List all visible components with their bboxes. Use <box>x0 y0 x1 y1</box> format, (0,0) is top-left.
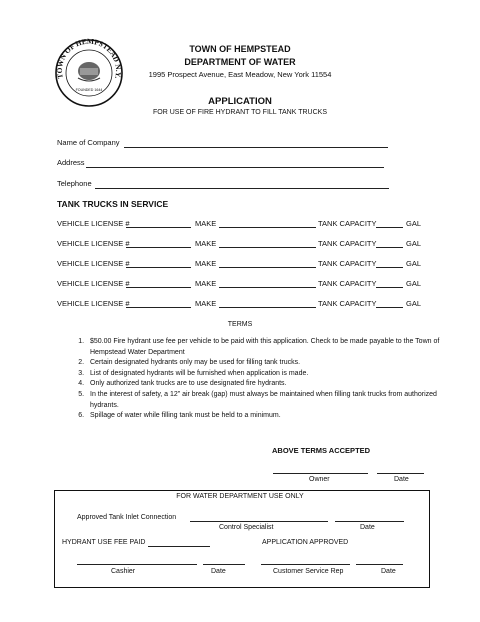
form-subtitle: FOR USE OF FIRE HYDRANT TO FILL TANK TRUCKS <box>153 109 327 116</box>
vehicle-license-label: VEHICLE LICENSE # <box>57 219 130 228</box>
terms-title: TERMS <box>227 321 253 328</box>
company-name-label: Name of Company <box>57 138 120 147</box>
tank-section-title: TANK TRUCKS IN SERVICE <box>57 199 169 209</box>
cashier-label: Cashier <box>111 568 136 575</box>
gallons-unit-label: GAL <box>406 219 422 228</box>
tank-capacity-field[interactable] <box>376 227 403 228</box>
gallons-unit-label: GAL <box>406 299 422 308</box>
terms-item: 6. Spillage of water while filling tank must be held to a minimum. <box>86 411 446 422</box>
terms-item: 3. List of designated hydrants will be furnished when application is made. <box>86 369 446 380</box>
csr-signature-field[interactable] <box>261 564 350 565</box>
company-name-field[interactable] <box>124 147 388 148</box>
make-label: MAKE <box>195 259 217 268</box>
form-title: APPLICATION <box>208 96 272 107</box>
make-label: MAKE <box>195 219 217 228</box>
csr-date-field[interactable] <box>356 564 403 565</box>
tank-capacity-field[interactable] <box>376 287 403 288</box>
tank-capacity-label: TANK CAPACITY <box>318 299 377 308</box>
terms-item: 4. Only authorized tank trucks are to use designated fire hydrants. <box>86 379 446 390</box>
svg-text:TOWN OF HEMPSTEAD N.Y.: TOWN OF HEMPSTEAD N.Y. <box>54 38 124 80</box>
cashier-date-field[interactable] <box>203 564 245 565</box>
svg-text:FOUNDED 1644: FOUNDED 1644 <box>75 88 103 92</box>
address-field[interactable] <box>86 167 384 168</box>
vehicle-license-field[interactable] <box>126 227 191 228</box>
office-use-title: FOR WATER DEPARTMENT USE ONLY <box>176 493 304 500</box>
tank-capacity-label: TANK CAPACITY <box>318 279 377 288</box>
hydrant-fee-paid-label: HYDRANT USE FEE PAID <box>62 539 146 546</box>
gallons-unit-label: GAL <box>406 259 422 268</box>
csr-date-label: Date <box>381 568 396 575</box>
cashier-signature-field[interactable] <box>77 564 197 565</box>
inlet-date-field[interactable] <box>335 521 404 522</box>
terms-list <box>72 337 446 422</box>
terms-item: 1. $50.00 Fire hydrant use fee per vehicle to be paid with this application. Check to be made payable to the Town of Hempstead Water Department <box>86 337 446 358</box>
make-label: MAKE <box>195 279 217 288</box>
customer-service-rep-label: Customer Service Rep <box>273 568 344 575</box>
tank-capacity-label: TANK CAPACITY <box>318 239 377 248</box>
vehicle-license-label: VEHICLE LICENSE # <box>57 259 130 268</box>
make-field[interactable] <box>219 267 316 268</box>
vehicle-license-field[interactable] <box>126 247 191 248</box>
control-specialist-label: Control Specialist <box>219 524 274 531</box>
town-heading: TOWN OF HEMPSTEAD <box>189 44 291 54</box>
department-address: 1995 Prospect Avenue, East Meadow, New York 11554 <box>148 70 332 79</box>
telephone-label: Telephone <box>57 179 92 188</box>
vehicle-license-field[interactable] <box>126 307 191 308</box>
telephone-field[interactable] <box>95 188 389 189</box>
inlet-connection-label: Approved Tank Inlet Connection <box>77 514 177 521</box>
tank-capacity-field[interactable] <box>376 267 403 268</box>
owner-date-label: Date <box>394 476 409 483</box>
gallons-unit-label: GAL <box>406 239 422 248</box>
make-field[interactable] <box>219 247 316 248</box>
vehicle-license-field[interactable] <box>126 287 191 288</box>
gallons-unit-label: GAL <box>406 279 422 288</box>
hydrant-fee-paid-field[interactable] <box>148 546 210 547</box>
tank-capacity-label: TANK CAPACITY <box>318 259 377 268</box>
make-field[interactable] <box>219 307 316 308</box>
terms-item: 5. In the interest of safety, a 12” air break (gap) must always be maintained when filling tank trucks from authorized hydrants. <box>86 390 446 411</box>
terms-accepted-heading: ABOVE TERMS ACCEPTED <box>272 446 371 455</box>
vehicle-license-field[interactable] <box>126 267 191 268</box>
cashier-date-label: Date <box>211 568 226 575</box>
terms-item: 2. Certain designated hydrants only may be used for filling tank trucks. <box>86 358 446 369</box>
make-label: MAKE <box>195 239 217 248</box>
tank-capacity-field[interactable] <box>376 307 403 308</box>
owner-signature-field[interactable] <box>273 473 368 474</box>
vehicle-license-label: VEHICLE LICENSE # <box>57 279 130 288</box>
control-specialist-date-label: Date <box>360 524 375 531</box>
vehicle-license-label: VEHICLE LICENSE # <box>57 299 130 308</box>
vehicle-license-label: VEHICLE LICENSE # <box>57 239 130 248</box>
address-label: Address <box>57 158 85 167</box>
department-heading: DEPARTMENT OF WATER <box>184 57 296 67</box>
owner-date-field[interactable] <box>377 473 424 474</box>
make-field[interactable] <box>219 227 316 228</box>
inlet-connection-field[interactable] <box>190 521 328 522</box>
owner-label: Owner <box>309 476 330 483</box>
tank-capacity-field[interactable] <box>376 247 403 248</box>
application-approved-label: APPLICATION APPROVED <box>262 539 349 546</box>
tank-capacity-label: TANK CAPACITY <box>318 219 377 228</box>
make-field[interactable] <box>219 287 316 288</box>
make-label: MAKE <box>195 299 217 308</box>
